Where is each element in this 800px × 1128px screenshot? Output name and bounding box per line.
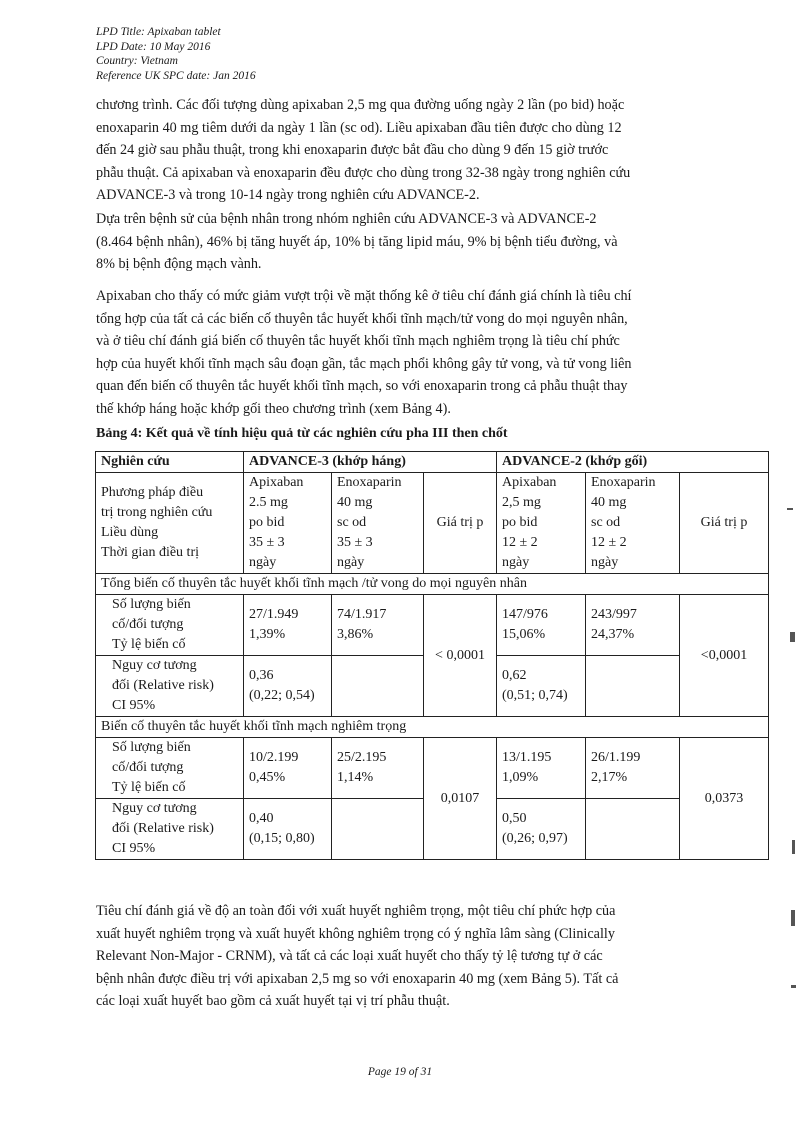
header-advance3: ADVANCE-3 (khớp háng) xyxy=(244,452,497,473)
text-line: 8% bị bệnh động mạch vành. xyxy=(96,256,262,272)
table-row xyxy=(96,738,769,799)
s1-a3-rr: 0,36 (0,22; 0,54) xyxy=(244,656,332,717)
scan-mark xyxy=(791,910,795,926)
paragraph-study-design xyxy=(96,94,724,207)
a3-apixaban-dose: Apixaban 2.5 mg po bid 35 ± 3 ngày xyxy=(244,473,332,574)
s1-a3-enox-events: 74/1.917 3,86% xyxy=(332,595,424,656)
text-line: thế khớp háng hoặc khớp gối theo chương trình (xem Bảng 4). xyxy=(96,400,451,417)
text-line: Tiêu chí đánh giá về độ an toàn đối với xuất huyết nghiêm trọng, một tiêu chí phức hợp của xyxy=(96,903,616,919)
a2-apixaban-dose: Apixaban 2,5 mg po bid 12 ± 2 ngày xyxy=(497,473,586,574)
text-line: và ở tiêu chí đánh giá biến cố thuyên tắc huyết khối tĩnh mạch nghiêm trọng là tiêu chí phức xyxy=(96,333,620,349)
paragraph-efficacy xyxy=(96,285,724,420)
s2-a2-enox-events: 26/1.199 2,17% xyxy=(586,738,680,799)
text-line: Dựa trên bệnh sử của bệnh nhân trong nhóm nghiên cứu ADVANCE-3 và ADVANCE-2 xyxy=(96,211,597,227)
text-line: các loại xuất huyết bao gồm cả xuất huyết tại vị trí phẫu thuật. xyxy=(96,993,450,1009)
table-caption: Bảng 4: Kết quả về tính hiệu quả từ các nghiên cứu pha III then chốt xyxy=(96,426,508,441)
a3-enoxaparin-dose: Enoxaparin 40 mg sc od 35 ± 3 ngày xyxy=(332,473,424,574)
a2-p-label: Giá trị p xyxy=(680,473,769,574)
header-title: LPD Title: Apixaban tablet xyxy=(96,26,221,38)
s2-a2-apix-events: 13/1.195 1,09% xyxy=(497,738,586,799)
s1-a2-rr: 0,62 (0,51; 0,74) xyxy=(497,656,586,717)
text-line: xuất huyết nghiêm trọng và xuất huyết không nghiêm trọng có ý nghĩa lâm sàng (Clinically xyxy=(96,925,615,942)
s2-a2-p-value: 0,0373 xyxy=(680,738,769,860)
text-line: phẫu thuật. Cả apixaban và enoxaparin đều được cho dùng trong 32-38 ngày trong nghiên cứu xyxy=(96,164,631,181)
header-reference: Reference UK SPC date: Jan 2016 xyxy=(96,69,256,82)
text-line: quan đến biến cố thuyên tắc huyết khối tĩnh mạch, so với enoxaparin trong cả phẫu thuật thay xyxy=(96,378,628,394)
text-line: hợp của huyết khối tĩnh mạch sâu đoạn gần, tắc mạch phổi không gây tử vong, và tử vong liên xyxy=(96,355,632,372)
s1-a2-enox-events: 243/997 24,37% xyxy=(586,595,680,656)
text-line: enoxaparin 40 mg tiêm dưới da ngày 1 lần (sc od). Liều apixaban đầu tiên được cho dùng 12 xyxy=(96,119,622,136)
section-major-vte: Biến cố thuyên tắc huyết khối tĩnh mạch nghiêm trọng xyxy=(96,717,769,738)
table-header-row xyxy=(96,452,769,473)
s2-a3-rr: 0,40 (0,15; 0,80) xyxy=(244,799,332,860)
table-row-method xyxy=(96,473,769,574)
header-date: LPD Date: 10 May 2016 xyxy=(96,40,211,53)
s2-a3-enox-events: 25/2.195 1,14% xyxy=(332,738,424,799)
s1-a3-apix-events: 27/1.949 1,39% xyxy=(244,595,332,656)
paragraph-patient-history xyxy=(96,208,724,276)
text-line: chương trình. Các đối tượng dùng apixaban 2,5 mg qua đường uống ngày 2 lần (po bid) hoặc xyxy=(96,97,625,113)
s1-a2-p-value: <0,0001 xyxy=(680,595,769,717)
s2-a3-apix-events: 10/2.199 0,45% xyxy=(244,738,332,799)
s1-a2-rr-empty xyxy=(586,656,680,717)
header-advance2: ADVANCE-2 (khớp gối) xyxy=(497,452,769,473)
scan-mark xyxy=(792,840,795,854)
header-country: Country: Vietnam xyxy=(96,55,178,67)
a3-p-label: Giá trị p xyxy=(424,473,497,574)
a2-enoxaparin-dose: Enoxaparin 40 mg sc od 12 ± 2 ngày xyxy=(586,473,680,574)
s2-a2-rr-empty xyxy=(586,799,680,860)
table-section-row xyxy=(96,574,769,595)
text-line: (8.464 bệnh nhân), 46% bị tăng huyết áp, 10% bị tăng lipid máu, 9% bị bệnh tiểu đường, và xyxy=(96,233,618,250)
section-total-vte: Tổng biến cố thuyên tắc huyết khối tĩnh mạch /tử vong do mọi nguyên nhân xyxy=(96,574,769,595)
document-header xyxy=(96,25,256,83)
text-line: Relevant Non-Major - CRNM), và tất cả các loại xuất huyết cho thấy tỷ lệ tương tự ở các xyxy=(96,948,603,964)
text-line: Apixaban cho thấy có mức giảm vượt trội về mặt thống kê ở tiêu chí đánh giá chính là tiêu chí xyxy=(96,288,632,304)
text-line: đến 24 giờ sau phẫu thuật, trong khi enoxaparin được bắt đầu cho dùng 9 đến 15 giờ trước xyxy=(96,142,609,158)
s1-a3-rr-empty xyxy=(332,656,424,717)
page-number: Page 19 of 31 xyxy=(367,1066,433,1078)
scan-mark xyxy=(791,985,796,988)
paragraph-safety xyxy=(96,900,724,1013)
text-line: ADVANCE-3 và trong 10-14 ngày trong nghiên cứu ADVANCE-2. xyxy=(96,187,480,203)
table-section-row xyxy=(96,717,769,738)
events-label: Số lượng biến cố/đối tượng Tỷ lệ biến cố xyxy=(96,738,244,799)
scan-mark xyxy=(790,632,795,642)
text-line: bệnh nhân được điều trị với apixaban 2,5 mg so với enoxaparin 40 mg (xem Bảng 5). Tất cả xyxy=(96,970,619,987)
scan-mark xyxy=(787,508,793,510)
s2-a3-rr-empty xyxy=(332,799,424,860)
efficacy-table xyxy=(95,451,769,860)
s1-a2-apix-events: 147/976 15,06% xyxy=(497,595,586,656)
s2-a3-p-value: 0,0107 xyxy=(424,738,497,860)
rr-label: Nguy cơ tương đối (Relative risk) CI 95% xyxy=(96,656,244,717)
text-line: tổng hợp của tất cả các biến cố thuyên tắc huyết khối tĩnh mạch/tử vong do mọi nguyên nhân, xyxy=(96,310,628,327)
events-label: Số lượng biến cố/đối tượng Tỷ lệ biến cố xyxy=(96,595,244,656)
table-row xyxy=(96,595,769,656)
s2-a2-rr: 0,50 (0,26; 0,97) xyxy=(497,799,586,860)
rr-label: Nguy cơ tương đối (Relative risk) CI 95% xyxy=(96,799,244,860)
header-study: Nghiên cứu xyxy=(96,452,244,473)
method-label: Phương pháp điều trị trong nghiên cứu Liều dùng Thời gian điều trị xyxy=(96,473,244,574)
s1-a3-p-value: < 0,0001 xyxy=(424,595,497,717)
